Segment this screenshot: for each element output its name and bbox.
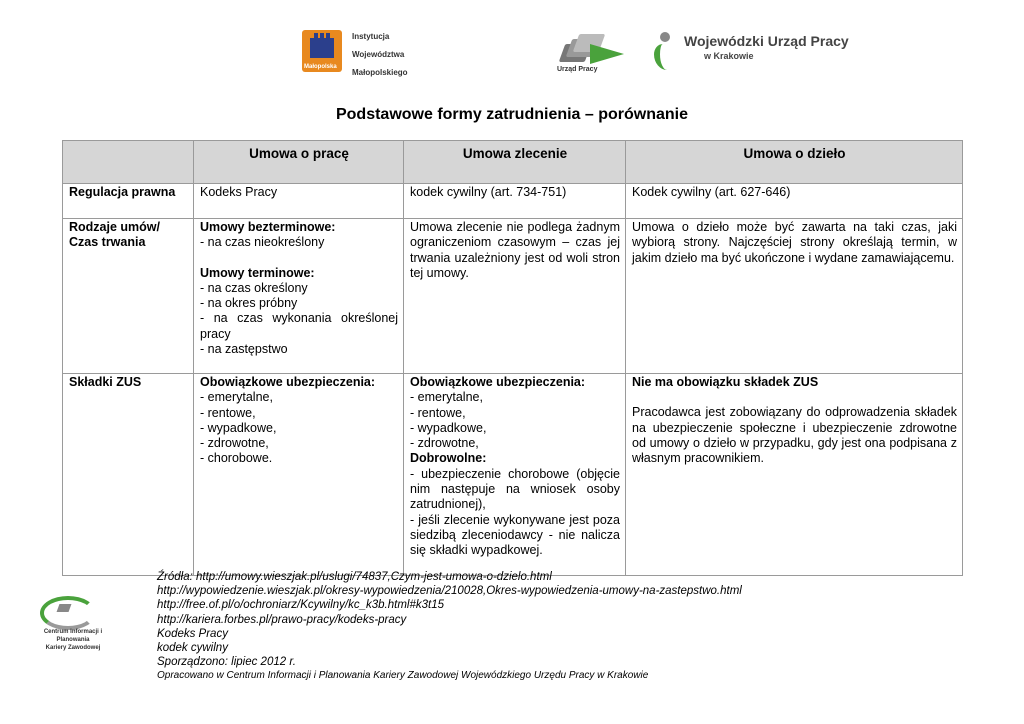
- table-row: [63, 374, 963, 576]
- cell-subheading: Umowy bezterminowe:: [200, 220, 336, 234]
- wup-title: Wojewódzki Urząd Pracy: [684, 33, 849, 49]
- iwm-line: Małopolskiego: [352, 68, 408, 77]
- cell-line: - emerytalne,: [200, 390, 273, 405]
- table-row: [63, 184, 963, 219]
- comparison-table: [62, 140, 963, 576]
- career-center-line: Centrum Informacji i Planowania: [43, 629, 103, 643]
- source-line: http://free.of.pl/o/ochroniarz/Kcywilny/kc_k3b.html#k3t15: [157, 599, 445, 612]
- cell-line: - chorobowe.: [200, 451, 273, 466]
- cell-subheading: Obowiązkowe ubezpieczenia:: [200, 375, 376, 389]
- source-line: Kodeks Pracy: [157, 627, 228, 640]
- table-cell: [404, 374, 626, 576]
- career-center-logo: [36, 594, 96, 626]
- table-header-row: [63, 141, 963, 184]
- cell-subheading: Obowiązkowe ubezpieczenia:: [410, 375, 586, 389]
- source-line: http://kariera.forbes.pl/prawo-pracy/kodeks-pracy: [157, 613, 407, 626]
- source-line: kodek cywilny: [157, 642, 228, 655]
- cell-paragraph: - ubezpieczenie chorobowe (objęcie nim następuje na wniosek osoby zatrudnionej),: [410, 466, 620, 512]
- cell-line: - rentowe,: [410, 405, 466, 420]
- wup-logo: [650, 32, 680, 72]
- wup-subtitle: w Krakowie: [704, 51, 754, 61]
- prepared-by: Opracowano w Centrum Informacji i Planowania Kariery Zawodowej Wojewódzkiego Urzędu Pracy w Krakowie: [157, 670, 649, 682]
- cycle-icon: [40, 596, 96, 630]
- cell-line: - wypadkowe,: [410, 420, 487, 435]
- cell-subheading: Nie ma obowiązku składek ZUS: [632, 375, 819, 389]
- source-line: Źródła: http://umowy.wieszjak.pl/uslugi/74837,Czym-jest-umowa-o-dzielo.html: [157, 571, 552, 583]
- cell-paragraph: Pracodawca jest zobowiązany do odprowadzenia składek na ubezpieczenie społeczne i ubezpieczenie zdrowotne od umowy o dzieło w przypadku, gdy jest ona podpisana z własnym pracownikiem.: [632, 405, 957, 466]
- table-cell: [626, 374, 963, 576]
- arrow-icon: [590, 44, 624, 64]
- career-center-line: Kariery Zawodowej: [45, 645, 101, 651]
- cell-line: - na czas wykonania określonej pracy: [200, 311, 398, 341]
- source-line: http://wypowiedzenie.wieszjak.pl/okresy-wypowiedzenia/210028,Okres-wypowiedzenia-umowy-na-zastepstwo.html: [157, 585, 742, 598]
- sources-block: [157, 570, 742, 684]
- cell-line: - zdrowotne,: [200, 436, 269, 451]
- table-cell: Kodeks Pracy: [194, 184, 404, 219]
- row-header: Rodzaje umów/ Czas trwania: [63, 219, 194, 374]
- table-cell: Umowa zlecenie nie podlega żadnym ograniczeniom czasowym – czas jej trwania uzależniony jest od woli stron tej umowy.: [404, 219, 626, 374]
- row-header: Składki ZUS: [63, 374, 194, 576]
- urzad-pracy-label: Urząd Pracy: [557, 66, 598, 73]
- prepared-date: Sporządzono: lipiec 2012 r.: [157, 656, 296, 669]
- cell-line: - emerytalne,: [410, 390, 483, 405]
- column-header: Umowa o pracę: [194, 141, 404, 184]
- malopolska-logo: [302, 30, 342, 72]
- cell-line: - na czas nieokreślony: [200, 235, 325, 250]
- cell-line: - na okres próbny: [200, 296, 298, 311]
- table-cell: [194, 374, 404, 576]
- column-header: Umowa o dzieło: [626, 141, 963, 184]
- table-row: [63, 219, 963, 374]
- cell-line: - na zastępstwo: [200, 342, 288, 357]
- iwm-line: Instytucja: [352, 32, 390, 41]
- career-center-label: [28, 628, 118, 652]
- cell-line: - rentowe,: [200, 405, 256, 420]
- castle-icon: [310, 38, 334, 58]
- cell-subheading: Umowy terminowe:: [200, 265, 315, 280]
- row-header: Regulacja prawna: [63, 184, 194, 219]
- iwm-line: Województwa: [352, 50, 405, 59]
- cell-line: - zdrowotne,: [410, 436, 479, 451]
- cell-line: - wypadkowe,: [200, 420, 277, 435]
- cell-paragraph: - jeśli zlecenie wykonywane jest poza siedzibą zleceniodawcy - nie nalicza się składki wypadkowej.: [410, 512, 620, 558]
- document-title: Podstawowe formy zatrudnienia – porównanie: [335, 106, 689, 123]
- table-cell: kodek cywilny (art. 734-751): [404, 184, 626, 219]
- table-cell: [194, 219, 404, 374]
- header-corner: [63, 141, 194, 184]
- table-cell: Umowa o dzieło może być zawarta na taki czas, jaki wybiorą strony. Najczęściej strony określają termin, w jakim dzieło ma być ukończone i wydane zamawiającemu.: [626, 219, 963, 374]
- malopolska-logo-tag: Małopolska: [304, 64, 337, 70]
- column-header: Umowa zlecenie: [404, 141, 626, 184]
- cell-subheading: Dobrowolne:: [410, 451, 487, 466]
- cell-line: - na czas określony: [200, 280, 308, 295]
- iwm-text: [352, 28, 408, 82]
- table-cell: Kodek cywilny (art. 627-646): [626, 184, 963, 219]
